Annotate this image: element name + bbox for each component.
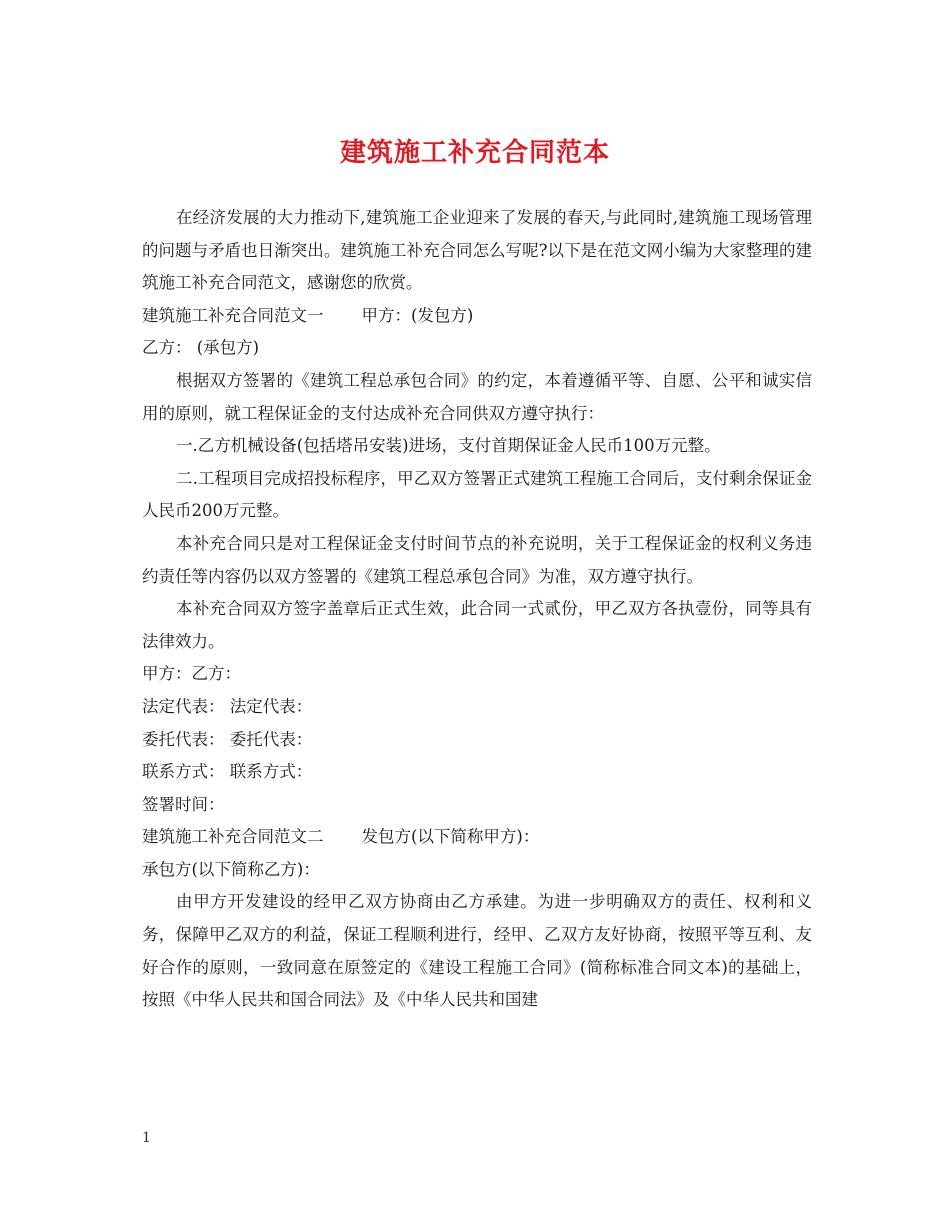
sample2-party-b: 承包方(以下简称乙方)： (142, 859, 320, 879)
sample1-paragraph-3: 本补充合同双方签字盖章后正式生效，此合同一式贰份，甲乙双方各执壹份，同等具有法律效力。 (142, 599, 812, 651)
sample1-party-a: 甲方：(发包方) (361, 305, 474, 325)
document-body (142, 202, 812, 1017)
sample2-heading-line (142, 821, 812, 854)
sample1-paragraph-1: 根据双方签署的《建筑工程总承包合同》的约定，本着遵循平等、自愿、公平和诚实信用的原则，就工程保证金的支付达成补充合同供双方遵守执行： (142, 370, 812, 423)
sign-contact: 联系方式： 联系方式： (142, 762, 313, 782)
sign-legal-representative: 法定代表： 法定代表： (142, 696, 313, 716)
sample1-paragraph-2: 本补充合同只是对工程保证金支付时间节点的补充说明，关于工程保证金的权利义务违约责任等内容仍以双方签署的《建筑工程总承包合同》为准，双方遵守执行。 (142, 533, 812, 586)
sign-date: 签署时间： (142, 794, 225, 814)
sample1-party-b: 乙方： (承包方) (142, 338, 260, 358)
sample1-item-1: 一.乙方机械设备(包括塔吊安装)进场，支付首期保证金人民币100万元整。 (176, 436, 721, 456)
sample1-heading: 建筑施工补充合同范文一 (142, 305, 324, 325)
document-title: 建筑施工补充合同范本 (339, 138, 610, 168)
sign-agent: 委托代表： 委托代表： (142, 729, 313, 749)
sample1-heading-line (142, 300, 812, 333)
sample2-paragraph-1: 由甲方开发建设的经甲乙双方协商由乙方承建。为进一步明确双方的责任、权利和义务，保障甲乙双方的利益，保证工程顺利进行，经甲、乙双方友好协商，按照平等互利、友好合作的原则，一致同意在原签定的《建设工程施工合同》(简称标准合同文本)的基础上，按照《中华人民共和国合同法》及《中华人民共和国建 (142, 892, 812, 1010)
sample2-heading: 建筑施工补充合同范文二 (142, 827, 324, 847)
sample2-party-a: 发包方(以下简称甲方)： (361, 827, 540, 847)
intro-paragraph: 在经济发展的大力推动下,建筑施工企业迎来了发展的春天,与此同时,建筑施工现场管理的问题与矛盾也日渐突出。建筑施工补充合同怎么写呢?以下是在范文网小编为大家整理的建筑施工补充合同范文，感谢您的欣赏。 (142, 208, 812, 293)
sign-parties: 甲方：乙方： (142, 664, 241, 684)
sample1-item-2: 二.工程项目完成招投标程序，甲乙双方签署正式建筑工程施工合同后，支付剩余保证金人民币200万元整。 (142, 468, 812, 521)
page-number: 1 (142, 1130, 151, 1146)
